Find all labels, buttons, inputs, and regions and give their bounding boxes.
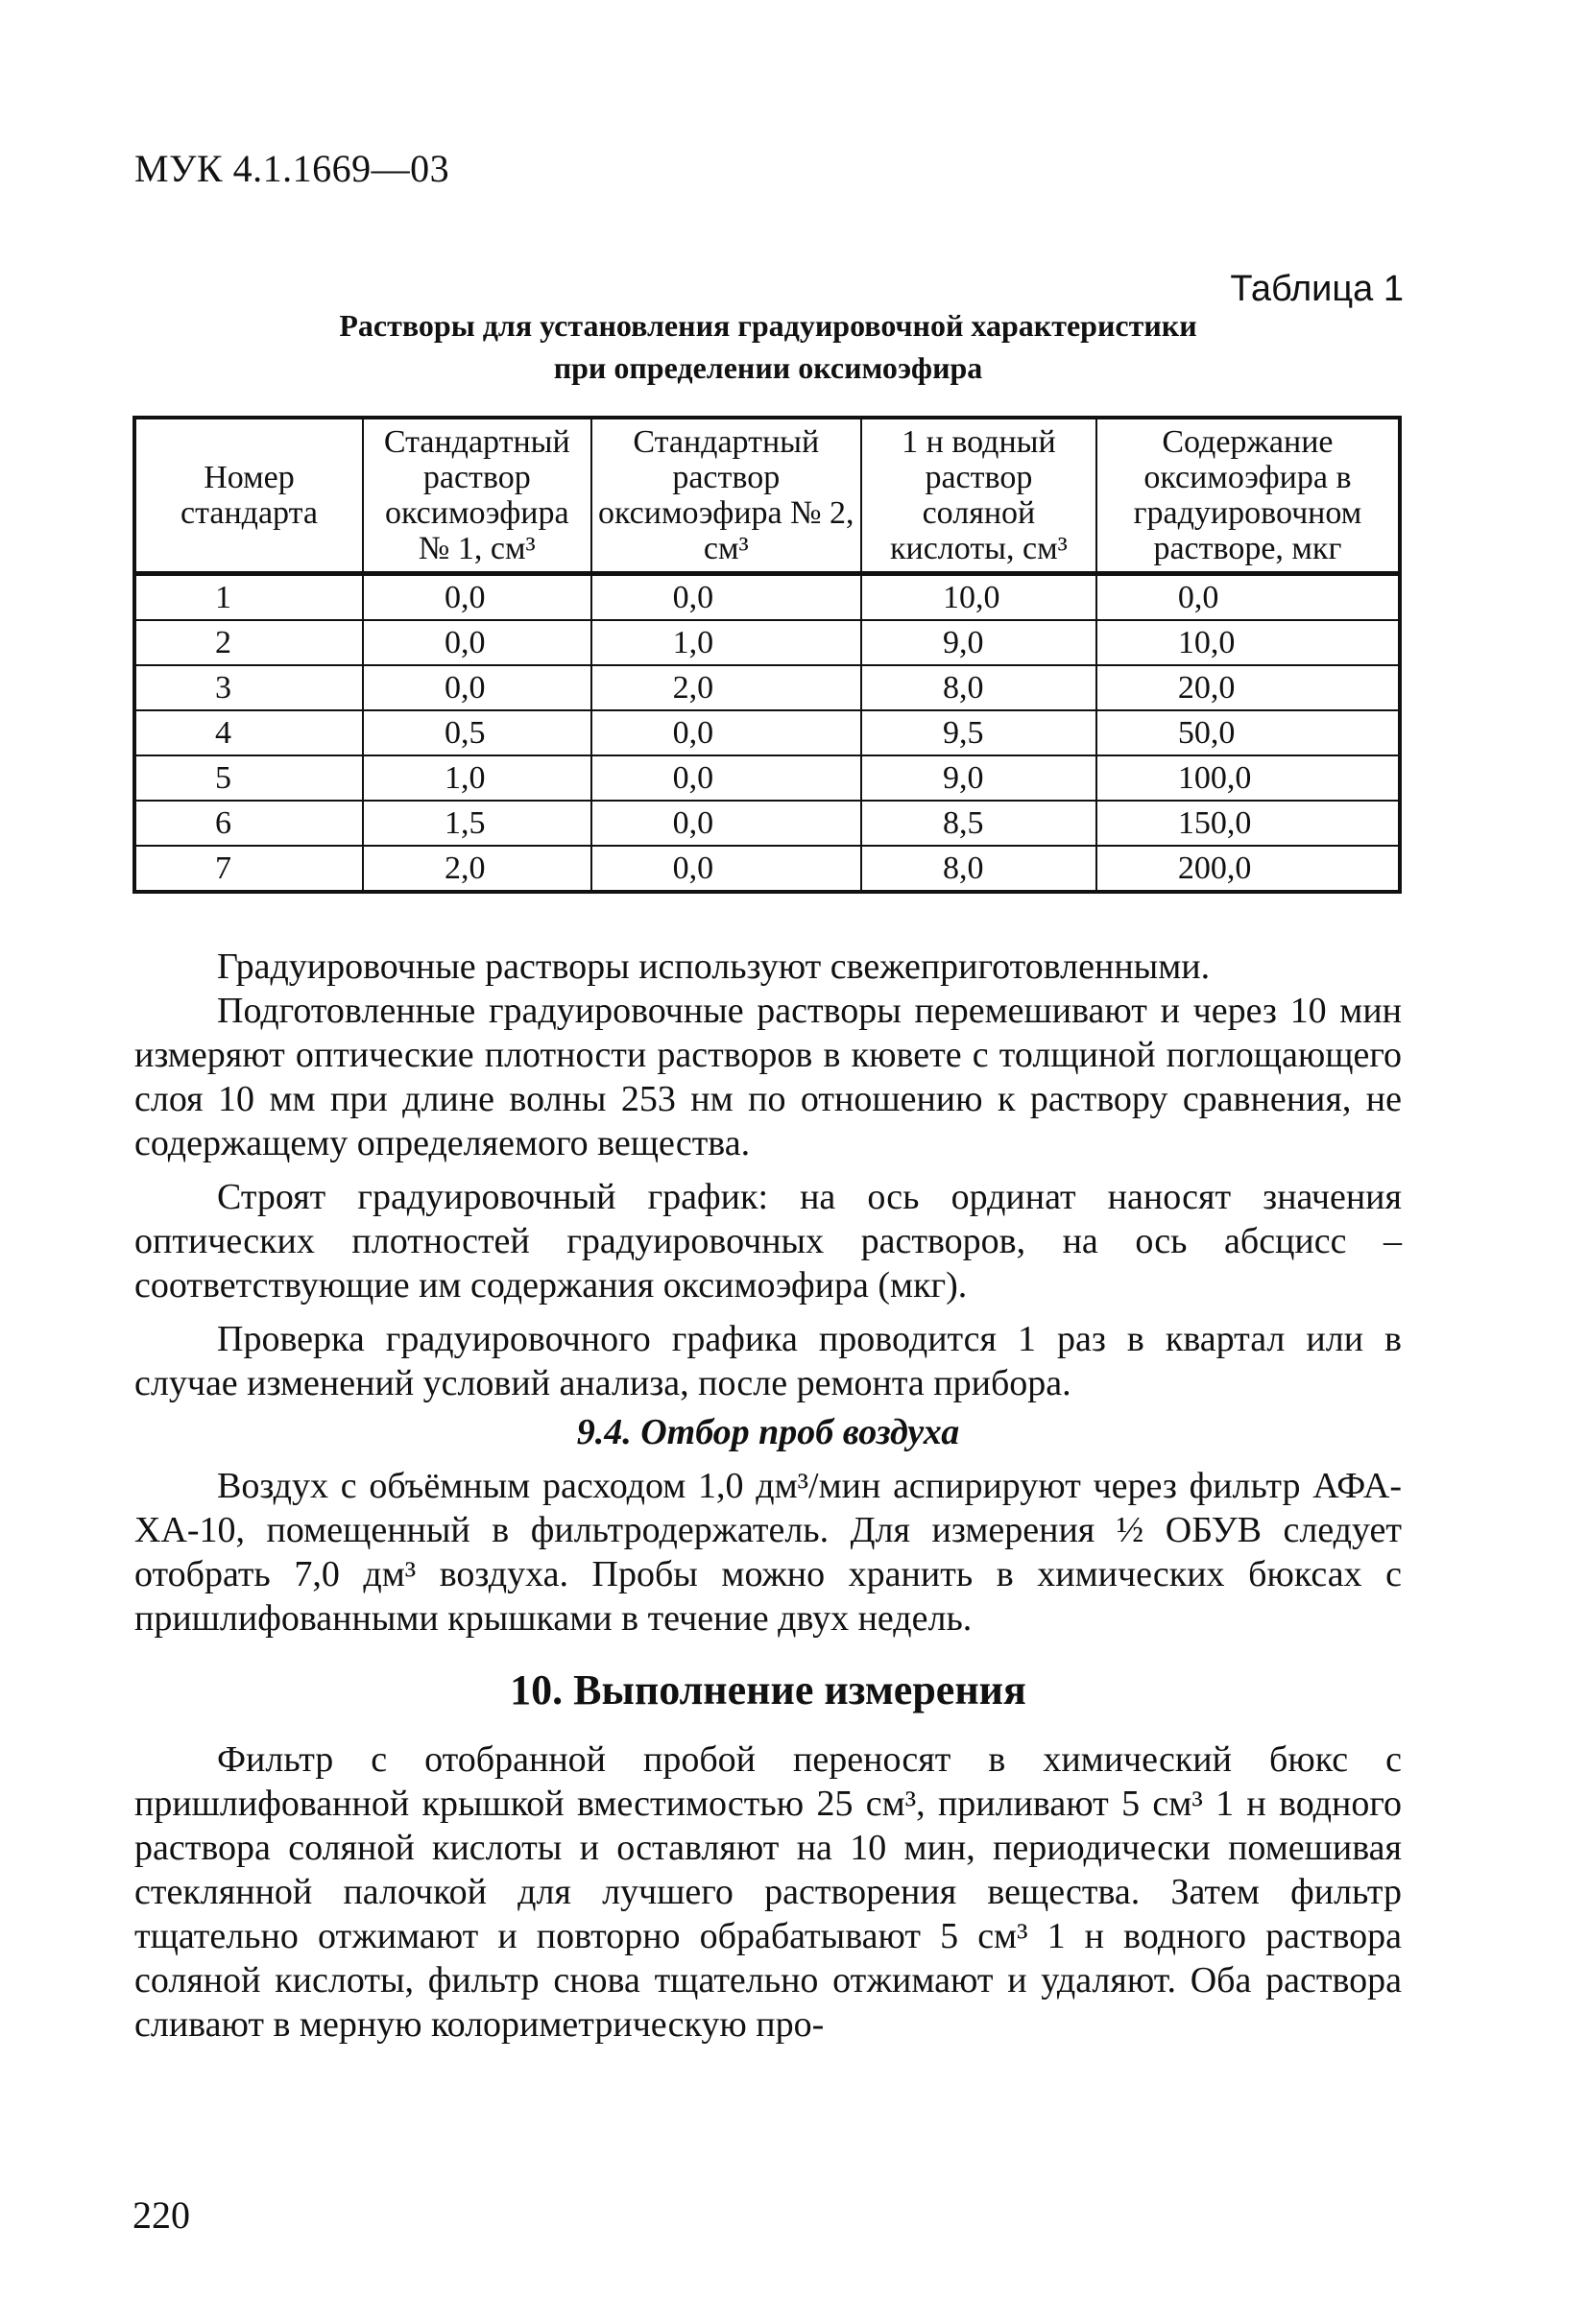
table-row (134, 801, 1400, 846)
table-cell: 2,0 (591, 665, 861, 710)
table-cell: 10,0 (861, 574, 1096, 621)
table-cell: 0,0 (1096, 574, 1400, 621)
table-cell: 8,5 (861, 801, 1096, 846)
table-row (134, 846, 1400, 892)
table-row (134, 755, 1400, 801)
paragraph: Фильтр с отобранной пробой переносят в химический бюкс с пришлифованной крышкой вместимостью 25 см³, приливают 5 см³ 1 н водного раствора соляной кислоты и оставляют на 10 мин, периодически помешивая стеклянной палочкой для лучшего растворения вещества. Затем фильтр тщательно отжимают и повторно обрабатывают 5 см³ 1 н водного раствора соляной кислоты, фильтр снова тщательно отжимают и удаляют. Оба раствора сливают в мерную колориметрическую про- (134, 1739, 1402, 2045)
table-cell: 7 (134, 846, 363, 892)
table-cell: 8,0 (861, 665, 1096, 710)
table-cell: 1,5 (363, 801, 591, 846)
table-cell: 9,0 (861, 755, 1096, 801)
table-header-row (134, 418, 1400, 574)
table-cell: 6 (134, 801, 363, 846)
table-cell: 150,0 (1096, 801, 1400, 846)
table-cell: 1,0 (363, 755, 591, 801)
table-cell: 0,0 (363, 574, 591, 621)
table-cell: 0,0 (591, 801, 861, 846)
table-title: Растворы для установления градуировочной характеристики (339, 308, 1197, 343)
table-cell: 0,0 (591, 755, 861, 801)
table-row (134, 710, 1400, 755)
table-cell: 0,0 (591, 710, 861, 755)
table-cell: 4 (134, 710, 363, 755)
table-cell: 3 (134, 665, 363, 710)
paragraph: Проверка градуировочного графика проводится 1 раз в квартал или в случае изменений условий анализа, после ремонта прибора. (134, 1319, 1402, 1403)
calibration-table (132, 416, 1402, 894)
table-title-line2: при определении оксимоэфира (553, 350, 983, 385)
table-cell: 20,0 (1096, 665, 1400, 710)
table-row (134, 665, 1400, 710)
column-header: Стандартный раствор оксимоэфира № 2, см³ (591, 418, 861, 574)
table-row (134, 620, 1400, 665)
table-cell: 0,5 (363, 710, 591, 755)
paragraph: Подготовленные градуировочные растворы перемешивают и через 10 мин измеряют оптические плотности растворов в кювете с толщиной поглощающего слоя 10 мм при длине волны 253 нм по отношению к раствору сравнения, не содержащему определяемого вещества. (134, 991, 1402, 1163)
measurement-text (134, 1737, 1402, 2047)
calibration-paragraphs (134, 945, 1402, 1405)
paragraph: Градуировочные растворы используют свежеприготовленными. (217, 946, 1211, 987)
table-cell: 0,0 (591, 846, 861, 892)
table-cell: 100,0 (1096, 755, 1400, 801)
table-row (134, 574, 1400, 621)
table-cell: 9,5 (861, 710, 1096, 755)
column-header: Номер стандарта (134, 418, 363, 574)
document-code: МУК 4.1.1669—03 (134, 147, 450, 190)
table-cell: 1 (134, 574, 363, 621)
table-label: Таблица 1 (1230, 269, 1404, 309)
section-heading: 10. Выполнение измерения (510, 1666, 1026, 1713)
table-cell: 8,0 (861, 846, 1096, 892)
table-cell: 5 (134, 755, 363, 801)
column-header: Содержание оксимоэфира в градуировочном растворе, мкг (1096, 418, 1400, 574)
table-cell: 2,0 (363, 846, 591, 892)
table-cell: 9,0 (861, 620, 1096, 665)
column-header: 1 н водный раствор соляной кислоты, см³ (861, 418, 1096, 574)
subsection-heading: 9.4. Отбор проб воздуха (576, 1412, 960, 1452)
table-cell: 50,0 (1096, 710, 1400, 755)
air-sampling-text (134, 1464, 1402, 1641)
page-number: 220 (132, 2193, 190, 2237)
table-cell: 2 (134, 620, 363, 665)
table-cell: 0,0 (591, 574, 861, 621)
paragraph: Строят градуировочный график: на ось ординат наносят значения оптических плотностей градуировочных растворов, на ось абсцисс – соответствующие им содержания оксимоэфира (мкг). (134, 1177, 1402, 1306)
table-cell: 0,0 (363, 665, 591, 710)
column-header: Стандартный раствор оксимоэфира № 1, см³ (363, 418, 591, 574)
table-cell: 10,0 (1096, 620, 1400, 665)
table-cell: 1,0 (591, 620, 861, 665)
table-cell: 0,0 (363, 620, 591, 665)
paragraph: Воздух с объёмным расходом 1,0 дм³/мин аспирируют через фильтр АФА-ХА-10, помещенный в фильтродержатель. Для измерения ½ ОБУВ следует отобрать 7,0 дм³ воздуха. Пробы можно хранить в химических бюксах с пришлифованными крышками в течение двух недель. (134, 1466, 1402, 1639)
table-cell: 200,0 (1096, 846, 1400, 892)
